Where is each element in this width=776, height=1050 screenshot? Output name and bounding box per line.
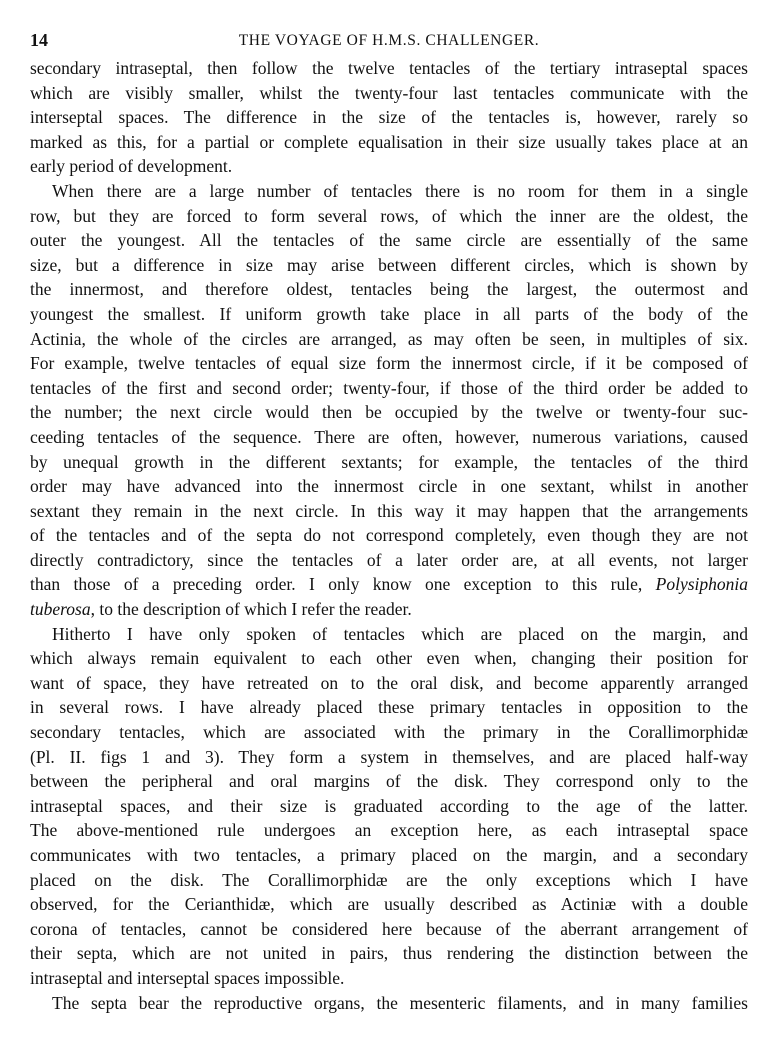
text-line: the innermost, and therefore oldest, tentacles being the largest, the outermost and [30,279,748,300]
text-line: Hitherto I have only spoken of tentacles which are placed on the margin, and [52,623,748,644]
text-line: corona of tentacles, cannot be considered here because of the aberrant arrangement of [30,918,748,939]
text-line: youngest the smallest. If uniform growth take place in all parts of the body of the [30,303,748,324]
text-line: size, but a difference in size may arise between different circles, which is shown by [30,254,748,275]
text-line: between the peripheral and oral margins of the disk. They correspond only to the [30,771,748,792]
text-line: ceeding tentacles of the sequence. There are often, however, numerous variations, caused [30,426,748,447]
text-line: row, but they are forced to form several rows, of which the inner are the oldest, the [30,205,748,226]
text-line: For example, twelve tentacles of equal size form the innermost circle, if it be composed of [30,353,748,374]
text-line: secondary tentacles, which are associated with the primary in the Corallimorphidæ [30,722,748,743]
italic-taxon-name: Polysiphonia [655,574,748,595]
text-line: which are visibly smaller, whilst the twenty-four last tentacles communicate with the [30,82,748,103]
paragraph [30,991,748,1016]
text-line: The above-mentioned rule undergoes an exception here, as each intraseptal space [30,820,748,841]
text-line: (Pl. II. figs 1 and 3). They form a system in themselves, and are placed half-way [30,746,748,767]
text-segment: , to the description of which I refer the reader. [90,599,412,620]
text-line: When there are a large number of tentacles there is no room for them in a single [52,180,748,201]
text-line [30,572,748,597]
italic-taxon-name: tuberosa [30,599,91,620]
running-title: THE VOYAGE OF H.M.S. CHALLENGER. [238,32,540,49]
text-line: in several rows. I have already placed these primary tentacles in opposition to the [30,697,748,718]
text-line: want of space, they have retreated on to the oral disk, and become apparently arranged [30,672,748,693]
text-line: by unequal growth in the different sextants; for example, the tentacles of the third [30,451,748,472]
text-line: secondary intraseptal, then follow the twelve tentacles of the tertiary intraseptal spaces [30,58,748,78]
text-line: The septa bear the reproductive organs, the mesenteric filaments, and in many families [52,992,748,1013]
text-line: directly contradictory, since the tentacles of a later order are, at all events, not larger [30,549,748,570]
text-line: observed, for the Cerianthidæ, which are usually described as Actiniæ with a double [30,894,748,915]
paragraph [30,622,748,991]
text-segment: than those of a preceding order. I only know one exception to this rule, [30,574,656,595]
body-text [30,56,748,1015]
text-line: interseptal spaces. The difference in the size of the tentacles is, however, rarely so [30,107,748,128]
text-line [30,597,748,622]
text-line: sextant they remain in the next circle. In this way it may happen that the arrangements [30,500,748,521]
text-line: tentacles of the first and second order; twenty-four, if those of the third order be added to [30,377,748,398]
text-line: communicates with two tentacles, a primary placed on the margin, and a secondary [30,845,748,865]
text-line: intraseptal and interseptal spaces impossible. [30,967,345,988]
paragraph [30,179,748,622]
text-line: outer the youngest. All the tentacles of the same circle are essentially of the same [30,230,748,251]
paragraph [30,56,748,179]
text-line: marked as this, for a partial or complete equalisation in their size usually takes place at an [30,131,748,152]
text-line: intraseptal spaces, and their size is graduated according to the age of the latter. [30,795,748,816]
text-line: Actinia, the whole of the circles are arranged, as may often be seen, in multiples of six. [30,328,748,349]
text-line: their septa, which are not united in pairs, thus rendering the distinction between the [30,943,748,964]
text-line: early period of development. [30,156,233,177]
text-line: order may have advanced into the innermost circle in one sextant, whilst in another [30,476,748,497]
page-number: 14 [30,30,48,50]
text-line: the number; the next circle would then be occupied by the twelve or twenty-four suc- [30,402,748,423]
page-header [30,30,748,54]
text-line: which always remain equivalent to each other even when, changing their position for [30,648,748,669]
text-line: placed on the disk. The Corallimorphidæ are the only exceptions which I have [30,869,748,890]
text-line: of the tentacles and of the septa do not correspond completely, even though they are not [30,525,748,546]
